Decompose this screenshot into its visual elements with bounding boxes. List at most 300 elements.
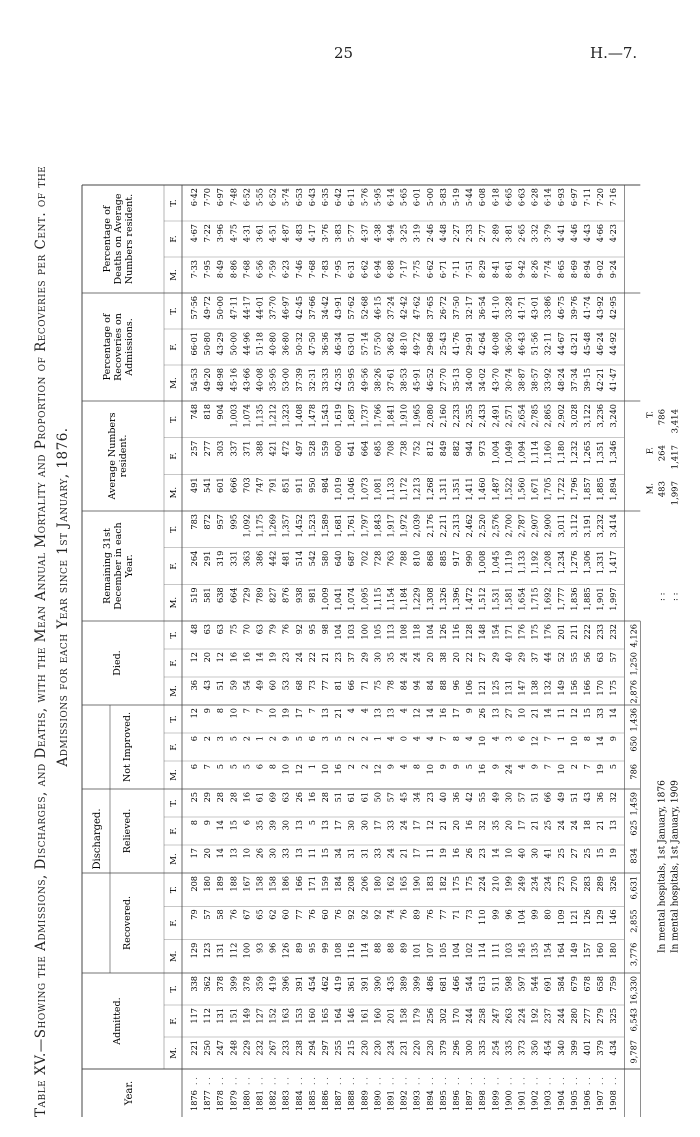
discharged-header: Discharged. — [92, 808, 103, 870]
table-cell: 24 — [385, 848, 396, 859]
table-cell: 222 — [582, 624, 592, 640]
table-cell: 17 — [411, 848, 422, 859]
leader: . . — [529, 1077, 540, 1085]
table-cell: 232 — [608, 624, 619, 640]
table-cell: 211 — [568, 624, 579, 640]
table-cell: 41·10 — [490, 296, 501, 320]
table-cell: 57·50 — [372, 332, 383, 356]
table-cell: 237 — [542, 1008, 553, 1024]
table-cell: 9 — [437, 764, 448, 770]
table-cell: 248 — [228, 1040, 239, 1056]
table-cell: 50·32 — [293, 332, 304, 356]
table-cell: 37·65 — [424, 296, 435, 320]
year-cell: 1902 — [529, 1090, 540, 1111]
year-cell: 1898 — [477, 1090, 488, 1111]
table-cell: 15 — [582, 708, 592, 719]
table-cell: 601 — [215, 477, 226, 493]
leader: . . — [254, 1077, 265, 1085]
leader: . . — [516, 1077, 527, 1085]
relieved-subheader: T. — [169, 799, 179, 807]
table-cell: 559 — [320, 440, 330, 457]
table-cell: 61 — [346, 792, 357, 803]
table-cell: 514 — [293, 550, 304, 567]
table-cell: 43·66 — [241, 368, 252, 392]
table-cell: 10 — [568, 736, 579, 747]
table-cell: 244 — [555, 1008, 566, 1024]
table-cell: 42 — [464, 792, 475, 803]
table-cell: 472 — [280, 440, 291, 457]
note-subheader: T. — [645, 411, 656, 419]
table-cell: 29 — [490, 652, 501, 663]
table-cell: 81 — [333, 680, 344, 691]
table-cell: 584 — [555, 976, 566, 992]
table-cell: 66·01 — [189, 332, 199, 356]
table-cell: 63 — [215, 624, 226, 635]
leader: . . — [595, 1077, 606, 1085]
table-cell: 88 — [372, 942, 383, 954]
table-cell: 9·42 — [516, 260, 527, 279]
table-cell: 30·74 — [503, 368, 514, 392]
table-cell: 27 — [503, 708, 514, 719]
table-cell: 8·86 — [228, 260, 239, 279]
leader: . . — [385, 1077, 396, 1085]
table-cell: 21 — [333, 708, 344, 719]
table-cell: 1,589 — [320, 514, 330, 538]
table-cell: 35 — [490, 820, 501, 831]
table-cell: 541 — [202, 477, 213, 493]
table-cell: 104 — [424, 624, 435, 640]
table-cell: 18 — [582, 820, 592, 831]
table-cell: 12 — [411, 708, 422, 719]
table-cell: 759 — [608, 976, 619, 992]
table-cell: 126 — [437, 624, 448, 640]
table-cell: 13 — [320, 708, 330, 719]
table-cell: 38·26 — [372, 368, 383, 392]
table-cell: 658 — [595, 976, 606, 992]
table-cell: 24 — [398, 652, 409, 663]
table-cell: 73 — [464, 909, 475, 920]
table-cell: 61 — [254, 792, 265, 803]
table-cell: 851 — [280, 477, 291, 493]
table-cell: 6 — [254, 764, 265, 770]
table-cell: 685 — [372, 440, 383, 457]
remaining-header: December in each — [113, 522, 124, 610]
table-cell: 74 — [385, 909, 396, 920]
table-cell: 17 — [333, 820, 344, 831]
table-cell: 6·18 — [490, 188, 501, 207]
table-cell: 113 — [385, 624, 396, 640]
table-cell: 19 — [280, 708, 291, 719]
table-cell: 47·50 — [306, 332, 317, 356]
table-cell: 35 — [254, 820, 265, 831]
table-cell: 273 — [555, 876, 566, 892]
table-cell: 20 — [451, 652, 461, 663]
table-cell: 1,074 — [241, 404, 252, 428]
table-cell: 1,208 — [542, 550, 553, 575]
table-cell: 46·24 — [595, 332, 606, 356]
table-cell: 1,045 — [490, 550, 501, 575]
table-cell: 60 — [320, 909, 330, 920]
table-cell: 4 — [424, 736, 435, 742]
table-cell: 4·75 — [228, 224, 239, 243]
table-cell: 7·74 — [542, 260, 553, 279]
table-cell: 154 — [542, 942, 553, 959]
table-cell: 179 — [411, 1008, 422, 1024]
table-cell: 8 — [451, 736, 461, 742]
table-cell: 37·50 — [451, 296, 461, 320]
table-cell: 21 — [320, 652, 330, 663]
table-cell: 24 — [503, 764, 514, 775]
table-cell: 25 — [555, 848, 566, 859]
table-cell: 41·71 — [516, 296, 527, 320]
table-cell: 1,119 — [503, 550, 514, 575]
table-cell: 129 — [595, 909, 606, 925]
table-cell: 49·72 — [411, 332, 422, 356]
table-cell: 45·91 — [411, 368, 422, 392]
year-cell: 1876 — [189, 1090, 199, 1111]
table-cell: 6·08 — [477, 188, 488, 207]
table-cell: 1,276 — [568, 550, 579, 575]
table-cell: 24 — [411, 652, 422, 663]
table-cell: 4·46 — [568, 224, 579, 243]
table-cell: 990 — [464, 550, 475, 567]
table-cell: 1,512 — [477, 587, 488, 611]
table-cell: 131 — [215, 942, 226, 959]
remaining-subheader: T. — [169, 525, 179, 533]
table-cell: 247 — [215, 1040, 226, 1056]
table-cell: 103 — [503, 942, 514, 959]
table-cell: 1,965 — [411, 404, 422, 428]
table-cell: 38·57 — [529, 368, 540, 392]
table-cell: 294 — [306, 1040, 317, 1056]
table-cell: 6·28 — [529, 188, 540, 207]
table-cell: 13 — [228, 848, 239, 859]
table-cell: 876 — [280, 587, 291, 603]
table-cell: 1,487 — [490, 477, 501, 501]
table-cell: 116 — [346, 942, 357, 959]
table-cell: 7·22 — [202, 224, 213, 243]
table-cell: 944 — [464, 440, 475, 457]
table-cell: 36·54 — [477, 296, 488, 320]
table-cell: 244 — [464, 1008, 475, 1024]
table-cell: 7·48 — [228, 188, 239, 207]
pct_deaths-subheader: M. — [169, 269, 179, 281]
table-cell: 57·56 — [189, 296, 199, 320]
table-cell: 2,900 — [542, 514, 553, 538]
table-cell: 9 — [385, 764, 396, 770]
table-cell: 2·46 — [424, 224, 435, 243]
leader: . . — [451, 1077, 461, 1085]
table-cell: 810 — [411, 550, 422, 567]
table-cell: 9 — [464, 708, 475, 714]
table-cell: 388 — [254, 440, 265, 457]
table-cell: 163 — [280, 1008, 291, 1024]
leader: . . — [582, 1077, 592, 1085]
table-cell: 1,619 — [333, 404, 344, 428]
table-cell: 63 — [280, 792, 291, 803]
table-cell: 9 — [202, 820, 213, 826]
table-cell: 6·11 — [346, 188, 357, 207]
table-cell: 250 — [202, 1040, 213, 1056]
table-cell: 95 — [306, 624, 317, 635]
table-cell: 62 — [267, 909, 278, 920]
avg_resident-subheader: T. — [169, 415, 179, 423]
document-reference: H.—7. — [590, 44, 638, 62]
year-cell: 1891 — [385, 1090, 396, 1111]
table-cell: 29 — [359, 652, 370, 663]
table-cell: 47·11 — [228, 296, 239, 320]
table-cell: 158 — [267, 876, 278, 892]
table-cell: 254 — [490, 1040, 501, 1056]
table-cell: 2,571 — [503, 404, 514, 428]
table-cell: 42·42 — [398, 296, 409, 320]
table-cell: 319 — [215, 550, 226, 567]
table-cell: 112 — [228, 942, 239, 959]
table-cell: 20 — [503, 820, 514, 831]
table-cell: 153 — [293, 1008, 304, 1024]
table-cell: 8·65 — [555, 260, 566, 279]
table-cell: 7·75 — [411, 260, 422, 279]
year-cell: 1896 — [451, 1090, 461, 1111]
table-cell: 96 — [267, 942, 278, 954]
table-cell: 1,180 — [555, 440, 566, 465]
year-cell: 1887 — [333, 1090, 344, 1111]
table-cell: 48·98 — [215, 368, 226, 392]
table-cell: 641 — [346, 440, 357, 457]
table-cell: 4·48 — [437, 224, 448, 243]
table-cell: 6 — [189, 736, 199, 742]
table-cell: 105 — [437, 942, 448, 959]
table-cell: 600 — [333, 440, 344, 457]
table-cell: 2 — [346, 764, 357, 770]
table-cell: 33·92 — [542, 368, 553, 392]
table-cell: 55 — [477, 792, 488, 803]
table-cell: 48 — [189, 624, 199, 635]
table-cell: 14 — [215, 820, 226, 831]
table-cell: 5·83 — [437, 188, 448, 207]
table-cell: 3·76 — [320, 224, 330, 243]
table-cell: 29·68 — [424, 332, 435, 356]
table-cell: 7·16 — [608, 188, 619, 207]
table-cell: 264 — [189, 550, 199, 567]
table-cell: 363 — [241, 550, 252, 567]
table-cell: 10 — [516, 708, 527, 719]
table-cell: 1,009 — [320, 587, 330, 611]
table-cell: 8·41 — [490, 260, 501, 279]
table-cell: 827 — [267, 587, 278, 603]
table-cell: 6 — [241, 820, 252, 826]
table-cell: 175 — [464, 876, 475, 892]
table-cell: 6·31 — [346, 260, 357, 279]
table-cell: 27 — [477, 652, 488, 663]
table-cell: 13 — [608, 820, 619, 831]
table-cell: 434 — [608, 1040, 619, 1056]
table-cell: 3,112 — [568, 514, 579, 538]
table-cell: 42·21 — [595, 368, 606, 392]
table-cell: 581 — [202, 587, 213, 603]
table-cell: 180 — [372, 876, 383, 892]
table-cell: 16 — [306, 792, 317, 803]
table-cell: 4·83 — [293, 224, 304, 243]
table-cell: 146 — [608, 909, 619, 925]
table-cell: 2,576 — [490, 514, 501, 538]
year-cell: 1908 — [608, 1090, 619, 1111]
table-cell: 1,411 — [464, 477, 475, 501]
year-cell: 1884 — [293, 1090, 304, 1111]
table-cell: 728 — [372, 550, 383, 567]
note-value: 3,414 — [670, 409, 681, 434]
table-cell: 43·92 — [595, 296, 606, 320]
table-cell: 128 — [464, 624, 475, 640]
table-cell: 28 — [320, 792, 330, 803]
table-cell: 182 — [437, 876, 448, 892]
table-cell: 6·62 — [424, 260, 435, 279]
table-cell: 2,039 — [411, 514, 422, 538]
table-cell: 419 — [333, 976, 344, 992]
table-cell: 2,433 — [477, 404, 488, 428]
pct_recovery-subheader: T. — [169, 307, 179, 315]
table-cell: 17 — [372, 820, 383, 831]
table-cell: 1,901 — [595, 587, 606, 611]
table-cell: 12 — [529, 736, 540, 747]
table-cell: 110 — [477, 909, 488, 925]
table-cell: 208 — [346, 876, 357, 892]
table-cell: 263 — [503, 1008, 514, 1024]
table-cell: 5 — [306, 820, 317, 826]
table-cell: 17 — [451, 708, 461, 719]
table-cell: 57 — [385, 792, 396, 803]
table-cell: 2 — [359, 764, 370, 770]
table-cell: 33 — [595, 708, 606, 719]
leader: . . — [503, 1077, 514, 1085]
table-cell: 19 — [608, 848, 619, 859]
note-value: 786 — [657, 409, 668, 426]
table-cell: 1,796 — [568, 477, 579, 501]
note-value: 1,417 — [670, 445, 681, 470]
table-cell: 148 — [477, 624, 488, 640]
table-cell: 184 — [333, 876, 344, 892]
table-cell: 7·11 — [451, 260, 461, 279]
table-cell: 6 — [189, 764, 199, 770]
table-cell: 3 — [503, 736, 514, 742]
table-cell: 56 — [582, 652, 592, 663]
table-cell: 2,654 — [516, 404, 527, 428]
table-cell: 8 — [215, 708, 226, 714]
table-cell: 442 — [267, 550, 278, 567]
table-cell: 157 — [582, 942, 592, 959]
table-cell: 14 — [424, 708, 435, 719]
table-cell: 46·15 — [372, 296, 383, 320]
table-cell: 4·31 — [241, 224, 252, 243]
table-cell: 1,172 — [398, 477, 409, 501]
table-cell: 176 — [542, 624, 553, 640]
avg_resident-header: resident. — [118, 434, 129, 478]
table-cell: 232 — [254, 1040, 265, 1056]
total-cell: 625 — [628, 820, 639, 836]
total-cell: 1,250 — [628, 652, 639, 676]
table-cell: 36·50 — [503, 332, 514, 356]
total-cell: 9,787 — [628, 1040, 639, 1064]
died-header: Died. — [112, 650, 123, 676]
leader: . . — [293, 1077, 304, 1085]
table-cell: 50·80 — [202, 332, 213, 356]
table-cell: 4·67 — [189, 224, 199, 243]
table-cell: 166 — [582, 680, 592, 696]
table-cell: 389 — [398, 976, 409, 992]
table-cell: 17 — [411, 820, 422, 831]
table-cell: 76 — [280, 624, 291, 635]
table-cell: 1,715 — [529, 587, 540, 611]
table-cell: 41·76 — [451, 332, 461, 356]
table-title-line-1: Table XV.—Showing the Admissions, Discharges, and Deaths, with the Mean Annual Mortality and Proportion of Recoveries per Cent. of the — [33, 165, 49, 1117]
table-cell: 159 — [320, 876, 330, 892]
year-cell: 1881 — [254, 1090, 265, 1111]
table-cell: 32 — [477, 820, 488, 831]
table-cell: 19 — [437, 848, 448, 859]
table-cell: 1,766 — [372, 404, 383, 428]
table-cell: 170 — [451, 1008, 461, 1024]
table-cell: 84 — [398, 680, 409, 691]
table-cell: 6·42 — [189, 188, 199, 207]
table-cell: 49·20 — [202, 368, 213, 392]
table-cell: 15 — [595, 848, 606, 859]
table-cell: 121 — [477, 680, 488, 696]
table-cell: 598 — [503, 976, 514, 992]
table-cell: 325 — [608, 1008, 619, 1024]
note-1909: In mental hospitals, 1st January, 1909 — [670, 780, 681, 953]
table-cell: 4 — [411, 736, 422, 742]
table-cell: 270 — [568, 876, 579, 892]
table-cell: 175 — [529, 624, 540, 640]
table-cell: 49 — [254, 680, 265, 691]
table-cell: 19 — [595, 764, 606, 775]
table-cell: 4·17 — [306, 224, 317, 243]
table-cell: 791 — [267, 477, 278, 493]
table-cell: 109 — [555, 909, 566, 925]
table-cell: 206 — [359, 876, 370, 892]
table-cell: 12 — [215, 652, 226, 663]
table-cell: 1,857 — [582, 477, 592, 501]
table-cell: 6·97 — [215, 188, 226, 207]
table-cell: 1,212 — [267, 404, 278, 428]
table-cell: 46·34 — [333, 332, 344, 356]
table-cell: 7·11 — [582, 188, 592, 207]
leader: . . — [215, 1077, 226, 1085]
table-cell: 164 — [333, 1008, 344, 1024]
pct_recovery-subheader: F. — [169, 343, 179, 351]
table-cell: 57 — [608, 652, 619, 663]
table-cell: 95 — [306, 942, 317, 954]
table-cell: 12 — [424, 820, 435, 831]
table-cell: 5·55 — [254, 188, 265, 207]
table-cell: 54·53 — [189, 368, 199, 392]
table-cell: 35·95 — [267, 368, 278, 392]
table-cell: 40·08 — [254, 368, 265, 392]
table-cell: 435 — [385, 976, 396, 992]
table-cell: 30 — [346, 820, 357, 831]
table-cell: 160 — [372, 1008, 383, 1024]
table-cell: 391 — [359, 976, 370, 992]
table-cell: 4·94 — [385, 224, 396, 243]
table-cell: 171 — [503, 624, 514, 640]
table-cell: 1,115 — [372, 587, 383, 611]
remaining-header: Year. — [124, 554, 135, 578]
table-cell: 4·43 — [582, 224, 592, 243]
table-cell: 46·43 — [516, 332, 527, 356]
table-cell: 24 — [293, 652, 304, 663]
table-cell: 1,081 — [372, 477, 383, 501]
table-cell: 4 — [464, 736, 475, 742]
